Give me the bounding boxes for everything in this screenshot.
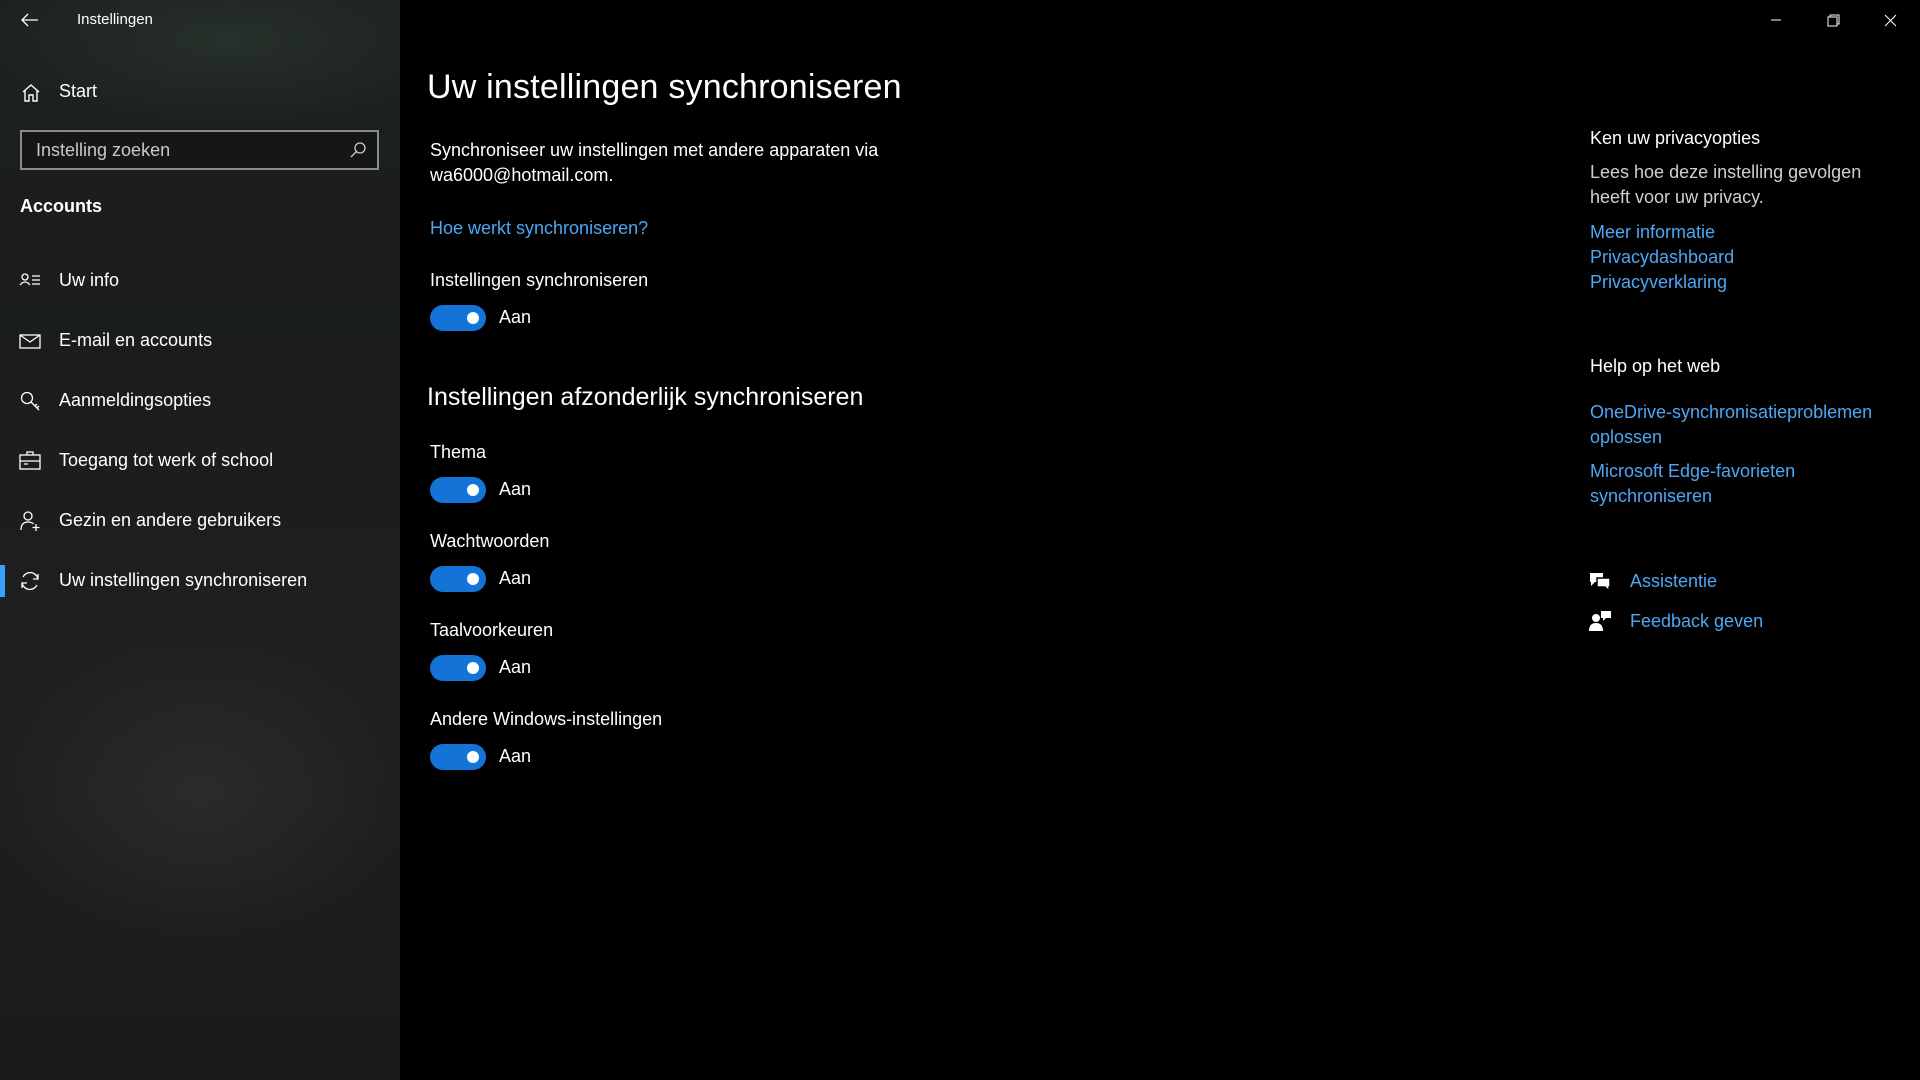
sidebar-item-email[interactable] — [0, 317, 400, 365]
toggle-knob — [467, 662, 479, 674]
sync-settings-state: Aan — [499, 307, 532, 327]
theme-label: Thema — [430, 442, 487, 462]
edge-favorites-link[interactable]: Microsoft Edge-favorieten synchroniseren — [1590, 461, 1796, 506]
toggle-knob — [467, 312, 479, 324]
person-list-icon — [19, 270, 41, 292]
theme-state: Aan — [499, 479, 532, 499]
other-windows-settings-toggle[interactable] — [430, 744, 486, 770]
feedback-label[interactable]: Feedback geven — [1630, 611, 1764, 631]
feedback-icon — [1588, 609, 1612, 633]
chat-help-icon — [1588, 569, 1612, 593]
minimize-button[interactable] — [1748, 0, 1804, 40]
sync-description: Synchroniseer uw instellingen met andere apparaten via wa6000@hotmail.com. — [430, 140, 879, 185]
restore-button[interactable] — [1805, 0, 1861, 40]
web-help-heading: Help op het web — [1590, 356, 1721, 376]
other-windows-settings-state: Aan — [499, 746, 532, 766]
more-info-link[interactable]: Meer informatie — [1590, 222, 1716, 242]
toggle-knob — [467, 751, 479, 763]
back-button[interactable] — [18, 8, 42, 32]
onedrive-sync-link[interactable]: OneDrive-synchronisatieproblemen oplossen — [1590, 402, 1873, 447]
privacy-heading: Ken uw privacyopties — [1590, 128, 1761, 148]
language-label: Taalvoorkeuren — [430, 620, 554, 640]
how-sync-works-link[interactable]: Hoe werkt synchroniseren? — [430, 218, 649, 238]
back-arrow-icon — [21, 13, 39, 27]
close-button[interactable] — [1862, 0, 1918, 40]
sidebar-item-label: Aanmeldingsopties — [59, 390, 212, 410]
sidebar-item-label: Gezin en andere gebruikers — [59, 510, 282, 530]
section-label-accounts: Accounts — [20, 196, 103, 216]
key-icon — [19, 390, 41, 412]
other-windows-settings-label: Andere Windows-instellingen — [430, 709, 663, 729]
privacy-statement-link[interactable]: Privacyverklaring — [1590, 272, 1728, 292]
sidebar-item-uw-info[interactable] — [0, 257, 400, 305]
sync-icon — [19, 570, 41, 592]
sidebar-item-label: Uw instellingen synchroniseren — [59, 570, 308, 590]
page-title: Uw instellingen synchroniseren — [427, 68, 902, 106]
passwords-toggle[interactable] — [430, 566, 486, 592]
sidebar-item-label: Toegang tot werk of school — [59, 450, 274, 470]
sync-settings-label: Instellingen synchroniseren — [430, 270, 649, 290]
search-icon[interactable] — [349, 141, 367, 159]
assist-action[interactable] — [1588, 567, 1888, 597]
sidebar-item-home[interactable] — [0, 74, 400, 108]
language-toggle[interactable] — [430, 655, 486, 681]
home-icon — [20, 82, 42, 104]
language-state: Aan — [499, 657, 532, 677]
assist-label[interactable]: Assistentie — [1630, 571, 1718, 591]
person-add-icon — [19, 510, 41, 532]
home-label: Start — [59, 81, 98, 101]
toggle-knob — [467, 484, 479, 496]
briefcase-icon — [19, 450, 41, 472]
sync-settings-toggle[interactable] — [430, 305, 486, 331]
sidebar-item-gezin[interactable] — [0, 497, 400, 545]
sidebar-item-werk-school[interactable] — [0, 437, 400, 485]
search-box[interactable] — [20, 130, 379, 170]
toggle-knob — [467, 573, 479, 585]
sidebar-item-label: Uw info — [59, 270, 120, 290]
search-input[interactable] — [22, 133, 332, 167]
feedback-action[interactable] — [1588, 607, 1888, 637]
privacy-dashboard-link[interactable]: Privacydashboard — [1590, 247, 1735, 267]
mail-icon — [19, 330, 41, 352]
restore-icon — [1827, 14, 1840, 27]
minimize-icon — [1770, 14, 1782, 26]
passwords-label: Wachtwoorden — [430, 531, 550, 551]
sidebar-item-aanmeldingsopties[interactable] — [0, 377, 400, 425]
sidebar-item-label: E-mail en accounts — [59, 330, 213, 350]
window-title: Instellingen — [77, 11, 153, 28]
sidebar-item-synchroniseren[interactable] — [0, 557, 400, 605]
passwords-state: Aan — [499, 568, 532, 588]
sidebar — [0, 0, 400, 1080]
individual-sync-heading: Instellingen afzonderlijk synchroniseren — [427, 383, 864, 411]
close-icon — [1884, 14, 1897, 27]
theme-toggle[interactable] — [430, 477, 486, 503]
privacy-text: Lees hoe deze instelling gevolgen heeft voor uw privacy. — [1590, 162, 1862, 207]
